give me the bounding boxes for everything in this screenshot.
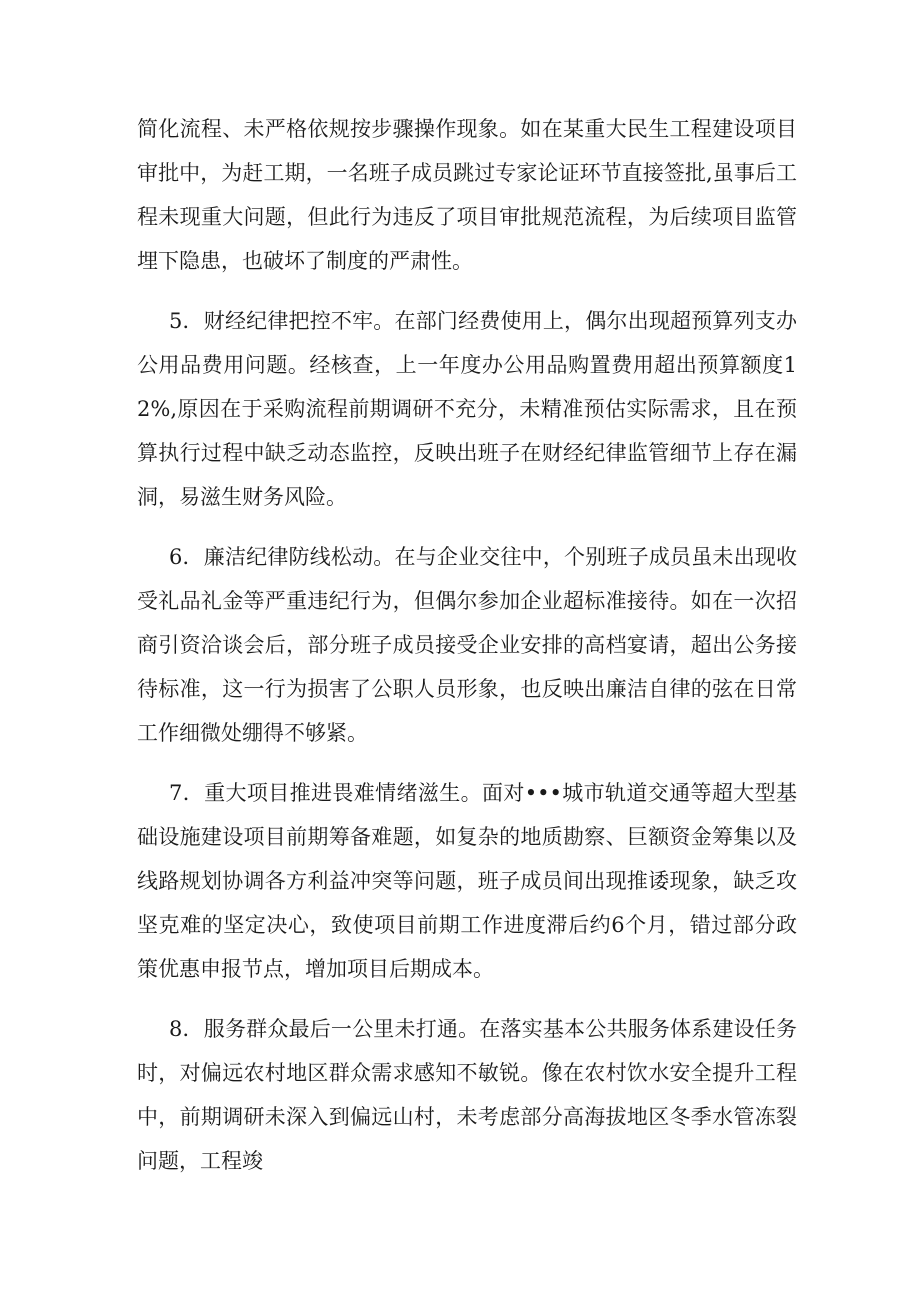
document-body — [137, 107, 797, 1199]
paragraph-item-6: 6．廉洁纪律防线松动。在与企业交往中，个别班子成员虽未出现收受礼品礼金等严重违纪行为，但偶尔参加企业超标准接待。如在一次招商引资洽谈会后，部分班子成员接受企业安排的高档宴请，超出公务接待标准，这一行为损害了公职人员形象，也反映出廉洁自律的弦在日常工作细微处绷得不够紧。 — [137, 545, 797, 745]
paragraph-item-7: 7．重大项目推进畏难情绪滋生。面对•••城市轨道交通等超大型基础设施建设项目前期筹备难题，如复杂的地质勘察、巨额资金筹集以及线路规划协调各方利益冲突等问题，班子成员间出现推诿现象，缺乏攻坚克难的坚定决心，致使项目前期工作进度滞后约6个月，错过部分政策优惠申报节点，增加项目后期成本。 — [137, 781, 797, 981]
paragraph-continuation: 简化流程、未严格依规按步骤操作现象。如在某重大民生工程建设项目审批中，为赶工期，一名班子成员跳过专家论证环节直接签批,虽事后工程未现重大问题，但此行为违反了项目审批规范流程，为后续项目监管埋下隐患，也破坏了制度的严肃性。 — [137, 117, 797, 273]
paragraph-item-8: 8．服务群众最后一公里未打通。在落实基本公共服务体系建设任务时，对偏远农村地区群众需求感知不敏锐。像在农村饮水安全提升工程中，前期调研未深入到偏远山村，未考虑部分高海拔地区冬季水管冻裂问题，工程竣 — [137, 1017, 797, 1173]
paragraph-item-5: 5．财经纪律把控不牢。在部门经费使用上，偶尔出现超预算列支办公用品费用问题。经核查，上一年度办公用品购置费用超出预算额度12%,原因在于采购流程前期调研不充分，未精准预估实际需求，且在预算执行过程中缺乏动态监控，反映出班子在财经纪律监管细节上存在漏洞，易滋生财务风险。 — [137, 309, 797, 509]
